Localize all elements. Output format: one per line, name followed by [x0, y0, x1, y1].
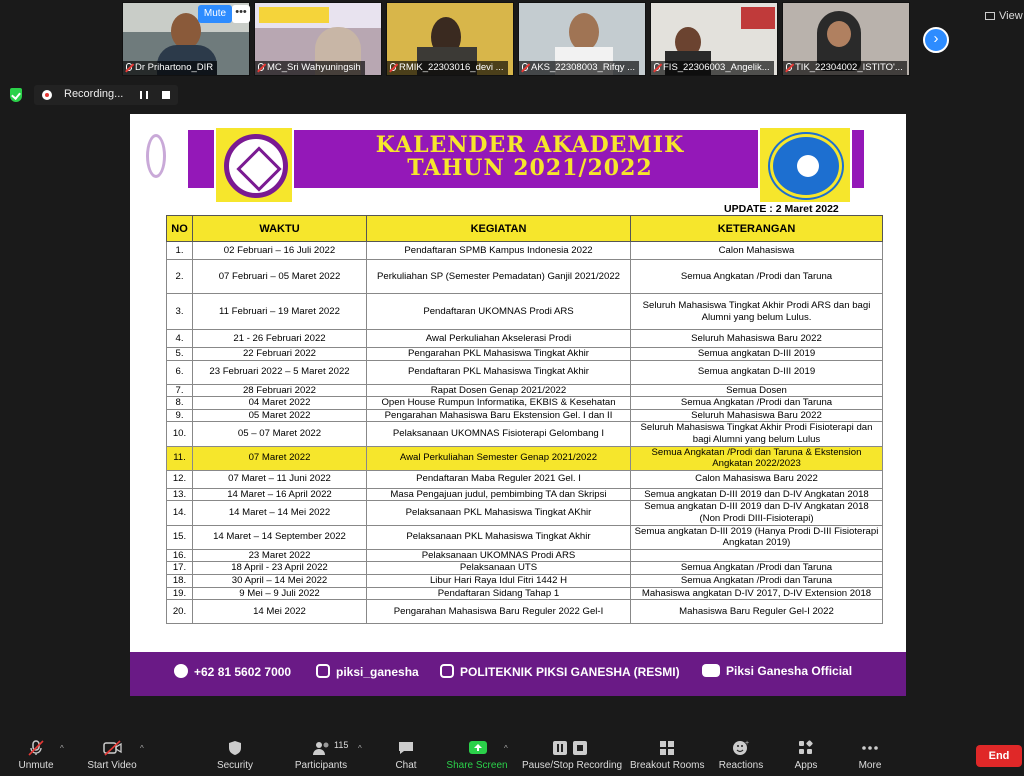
cell-waktu: 28 Februari 2022: [193, 384, 367, 397]
cell-waktu: 11 Februari – 19 Maret 2022: [193, 294, 367, 330]
update-date: UPDATE : 2 Maret 2022: [724, 203, 839, 215]
cell-kegiatan: Libur Hari Raya Idul Fitri 1442 H: [367, 574, 631, 587]
participant-name: FIS_22306003_Angelik...: [651, 61, 774, 75]
table-row: [167, 600, 883, 624]
cell-keterangan: Semua Angkatan /Prodi dan Taruna: [631, 574, 883, 587]
recording-label: Recording...: [64, 88, 124, 100]
cell-kegiatan: Open House Rumpun Informatika, EKBIS & Kesehatan: [367, 397, 631, 410]
cell-keterangan: [631, 549, 883, 562]
table-row: [167, 549, 883, 562]
cell-no: 16.: [167, 549, 193, 562]
share-screen-button[interactable]: Share Screen: [446, 730, 508, 776]
table-row: [167, 470, 883, 488]
participant-name: TIK_22304002_ISTITO'...: [783, 61, 907, 75]
cell-waktu: 14 Maret – 14 Mei 2022: [193, 501, 367, 525]
microphone-muted-icon: [27, 740, 45, 756]
cell-keterangan: Semua angkatan D-III 2019 dan D-IV Angkatan 2018 (Non Prodi DIII-Fisioterapi): [631, 501, 883, 525]
cell-keterangan: Seluruh Mahasiswa Tingkat Akhir Prodi ARS dan bagi Alumni yang belum Lulus.: [631, 294, 883, 330]
table-row: [167, 488, 883, 501]
more-button[interactable]: More: [850, 730, 890, 776]
cell-no: 4.: [167, 330, 193, 348]
participant-name: MC_Sri Wahyuningsih: [255, 61, 365, 75]
cell-waktu: 23 Maret 2022: [193, 549, 367, 562]
cell-waktu: 07 Februari – 05 Maret 2022: [193, 260, 367, 294]
cell-keterangan: Seluruh Mahasiswa Baru 2022: [631, 330, 883, 348]
video-tile[interactable]: [386, 2, 514, 76]
cell-waktu: 9 Mei – 9 Juli 2022: [193, 587, 367, 600]
cell-keterangan: Seluruh Mahasiswa Tingkat Akhir Prodi Fisioterapi dan bagi Alumni yang belum Lulus: [631, 422, 883, 446]
table-row: [167, 242, 883, 260]
record-icon: [42, 90, 52, 100]
mic-muted-icon: [258, 63, 264, 71]
table-row: [167, 384, 883, 397]
footer-phone: +62 81 5602 7000: [174, 664, 291, 679]
cell-waktu: 23 Februari 2022 – 5 Maret 2022: [193, 360, 367, 384]
cell-kegiatan: Pelaksanaan UTS: [367, 562, 631, 575]
cell-no: 2.: [167, 260, 193, 294]
cell-waktu: 22 Februari 2022: [193, 348, 367, 361]
cell-waktu: 05 Maret 2022: [193, 409, 367, 422]
cell-kegiatan: Masa Pengajuan judul, pembimbing TA dan Skripsi: [367, 488, 631, 501]
cell-no: 13.: [167, 488, 193, 501]
cell-kegiatan: Pengarahan Mahasiswa Baru Reguler 2022 Gel-I: [367, 600, 631, 624]
table-row: [167, 587, 883, 600]
security-button[interactable]: Security: [210, 730, 260, 776]
cell-keterangan: Semua angkatan D-III 2019 dan D-IV Angkatan 2018: [631, 488, 883, 501]
table-row: [167, 397, 883, 410]
video-off-icon: [103, 740, 121, 756]
table-row: [167, 294, 883, 330]
share-screen-icon: [468, 740, 486, 756]
pause-stop-icon: [551, 740, 591, 756]
grid-view-icon: [985, 12, 995, 20]
cell-kegiatan: Perkuliahan SP (Semester Pemadatan) Ganjil 2021/2022: [367, 260, 631, 294]
calendar-rows: [167, 242, 883, 624]
mic-muted-icon: [390, 63, 396, 71]
cell-keterangan: Calon Mahasiswa: [631, 242, 883, 260]
cell-kegiatan: Pengarahan PKL Mahasiswa Tingkat Akhir: [367, 348, 631, 361]
audio-options-caret-icon[interactable]: ^: [60, 744, 64, 753]
participant-name: AKS_22308003_Rifqy ...: [519, 61, 639, 75]
next-page-arrow-icon[interactable]: ›: [923, 27, 949, 53]
apps-icon: [797, 740, 815, 756]
footer-instagram: piksi_ganesha: [316, 664, 419, 679]
cell-keterangan: Semua Dosen: [631, 384, 883, 397]
cell-kegiatan: Pelaksanaan UKOMNAS Fisioterapi Gelombang I: [367, 422, 631, 446]
table-row: [167, 348, 883, 361]
cell-no: 6.: [167, 360, 193, 384]
video-tile[interactable]: [518, 2, 646, 76]
mic-muted-icon: [654, 63, 660, 71]
cell-keterangan: Semua angkatan D-III 2019: [631, 348, 883, 361]
cell-no: 5.: [167, 348, 193, 361]
academic-calendar-table: [166, 215, 883, 624]
tut-wuri-handayani-logo: [758, 126, 852, 204]
share-options-caret-icon[interactable]: ^: [504, 744, 508, 753]
cell-waktu: 04 Maret 2022: [193, 397, 367, 410]
table-row: [167, 562, 883, 575]
cell-no: 9.: [167, 409, 193, 422]
cell-keterangan: Semua Angkatan /Prodi dan Taruna: [631, 397, 883, 410]
cell-waktu: 30 April – 14 Mei 2022: [193, 574, 367, 587]
unmute-button[interactable]: Unmute: [10, 730, 62, 776]
cell-no: 7.: [167, 384, 193, 397]
cell-no: 19.: [167, 587, 193, 600]
cell-keterangan: Semua Angkatan /Prodi dan Taruna: [631, 260, 883, 294]
more-options-button[interactable]: •••: [232, 5, 250, 23]
stop-recording-icon[interactable]: [162, 91, 170, 99]
pause-stop-recording-button[interactable]: Pause/Stop Recording: [522, 730, 620, 776]
breakout-rooms-icon: [658, 740, 676, 756]
end-meeting-button[interactable]: End: [976, 745, 1022, 767]
cell-waktu: 21 - 26 Februari 2022: [193, 330, 367, 348]
chat-bubble-icon: [397, 740, 415, 756]
shared-screen: [130, 114, 906, 696]
cell-waktu: 14 Maret – 14 September 2022: [193, 525, 367, 549]
mic-muted-icon: [126, 63, 132, 71]
participant-count: 115: [334, 740, 349, 750]
table-row: [167, 574, 883, 587]
cell-no: 17.: [167, 562, 193, 575]
apps-button[interactable]: Apps: [786, 730, 826, 776]
cell-kegiatan: Pelaksanaan PKL Mahasiswa Tingkat AKhir: [367, 501, 631, 525]
table-header-row: [167, 216, 883, 242]
col-no: NO: [167, 216, 193, 242]
cell-waktu: 02 Februari – 16 Juli 2022: [193, 242, 367, 260]
table-row: [167, 260, 883, 294]
participants-button[interactable]: Participants: [290, 730, 352, 776]
cell-waktu: 07 Maret – 11 Juni 2022: [193, 470, 367, 488]
cell-no: 18.: [167, 574, 193, 587]
participants-options-caret-icon[interactable]: ^: [358, 744, 362, 753]
politeknik-logo: [214, 126, 294, 204]
cell-kegiatan: Pelaksanaan PKL Mahasiswa Tingkat Akhir: [367, 525, 631, 549]
mic-muted-icon: [786, 63, 792, 71]
reactions-button[interactable]: + Reactions: [718, 740, 764, 771]
video-tile[interactable]: [650, 2, 778, 76]
decorative-ring: [146, 134, 166, 178]
recording-bar: [0, 82, 1024, 108]
svg-text:+: +: [745, 740, 750, 747]
meeting-toolbar: [0, 730, 1024, 776]
cell-keterangan: Mahasiswa Baru Reguler Gel-I 2022: [631, 600, 883, 624]
cell-keterangan: Semua angkatan D-III 2019 (Hanya Prodi D-III Fisioterapi Angkatan 2019): [631, 525, 883, 549]
people-icon: [312, 740, 330, 756]
table-row: [167, 409, 883, 422]
mic-muted-icon: [522, 63, 528, 71]
col-waktu: WAKTU: [193, 216, 367, 242]
cell-no: 10.: [167, 422, 193, 446]
more-dots-icon: [861, 740, 879, 756]
smiley-icon: [732, 740, 750, 756]
cell-kegiatan: Awal Perkuliahan Semester Genap 2021/2022: [367, 446, 631, 470]
pause-recording-icon[interactable]: [140, 91, 148, 99]
cell-no: 11.: [167, 446, 193, 470]
cell-waktu: 05 – 07 Maret 2022: [193, 422, 367, 446]
cell-kegiatan: Pendaftaran PKL Mahasiswa Tingkat Akhir: [367, 360, 631, 384]
table-row: [167, 360, 883, 384]
cell-no: 1.: [167, 242, 193, 260]
cell-waktu: 14 Mei 2022: [193, 600, 367, 624]
cell-kegiatan: Pendaftaran UKOMNAS Prodi ARS: [367, 294, 631, 330]
video-options-caret-icon[interactable]: ^: [140, 744, 144, 753]
table-row: [167, 501, 883, 525]
table-row: [167, 422, 883, 446]
facebook-icon: [440, 664, 454, 678]
view-button[interactable]: View: [985, 10, 1023, 22]
cell-keterangan: Seluruh Mahasiswa Baru 2022: [631, 409, 883, 422]
whatsapp-icon: [174, 664, 188, 678]
recording-indicator: [34, 85, 178, 105]
security-shield-icon[interactable]: [10, 88, 22, 102]
cell-no: 20.: [167, 600, 193, 624]
cell-kegiatan: Pendaftaran SPMB Kampus Indonesia 2022: [367, 242, 631, 260]
chat-button[interactable]: Chat: [386, 730, 426, 776]
footer-youtube: Piksi Ganesha Official: [702, 664, 852, 678]
cell-keterangan: Mahasiswa angkatan D-IV 2017, D-IV Extension 2018: [631, 587, 883, 600]
slide-title: KALENDER AKADEMIK TAHUN 2021/2022: [375, 132, 685, 181]
cell-kegiatan: Awal Perkuliahan Akselerasi Prodi: [367, 330, 631, 348]
shield-icon: [226, 740, 244, 756]
youtube-icon: [702, 664, 720, 677]
col-keterangan: KETERANGAN: [631, 216, 883, 242]
cell-no: 12.: [167, 470, 193, 488]
participant-strip: [0, 0, 1024, 80]
participant-name: Dr Prihartono_DIR: [123, 61, 217, 75]
table-row: [167, 525, 883, 549]
video-tile[interactable]: [782, 2, 910, 76]
cell-kegiatan: Pelaksanaan UKOMNAS Prodi ARS: [367, 549, 631, 562]
cell-keterangan: Semua Angkatan /Prodi dan Taruna & Ekstension Angkatan 2022/2023: [631, 446, 883, 470]
footer-facebook: POLITEKNIK PIKSI GANESHA (RESMI): [440, 664, 680, 679]
cell-waktu: 18 April - 23 April 2022: [193, 562, 367, 575]
instagram-icon: [316, 664, 330, 678]
cell-kegiatan: Pendaftaran Maba Reguler 2021 Gel. I: [367, 470, 631, 488]
cell-waktu: 14 Maret – 16 April 2022: [193, 488, 367, 501]
cell-waktu: 07 Maret 2022: [193, 446, 367, 470]
participant-name: RMIK_22303016_devi ...: [387, 61, 508, 75]
cell-keterangan: Semua Angkatan /Prodi dan Taruna: [631, 562, 883, 575]
cell-kegiatan: Pendaftaran Sidang Tahap 1: [367, 587, 631, 600]
slide-footer: [130, 652, 906, 696]
col-kegiatan: KEGIATAN: [367, 216, 631, 242]
table-row: [167, 330, 883, 348]
cell-no: 8.: [167, 397, 193, 410]
cell-keterangan: Semua angkatan D-III 2019: [631, 360, 883, 384]
cell-keterangan: Calon Mahasiswa Baru 2022: [631, 470, 883, 488]
cell-no: 15.: [167, 525, 193, 549]
video-tile[interactable]: [254, 2, 382, 76]
cell-no: 3.: [167, 294, 193, 330]
cell-no: 14.: [167, 501, 193, 525]
breakout-rooms-button[interactable]: Breakout Rooms: [630, 730, 704, 776]
mute-participant-button[interactable]: Mute: [198, 5, 232, 23]
start-video-button[interactable]: Start Video: [82, 730, 142, 776]
cell-kegiatan: Rapat Dosen Genap 2021/2022: [367, 384, 631, 397]
table-row: [167, 446, 883, 470]
cell-kegiatan: Pengarahan Mahasiswa Baru Ekstension Gel. I dan II: [367, 409, 631, 422]
